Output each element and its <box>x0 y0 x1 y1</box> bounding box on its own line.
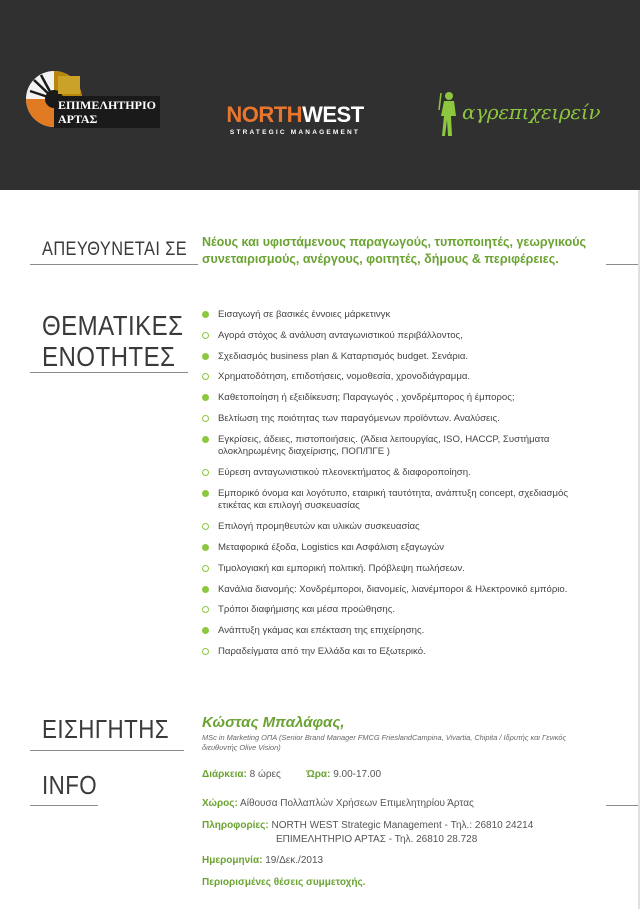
info-divider-right <box>606 805 638 806</box>
topics-title-line1: ΘΕΜΑΤΙΚΕΣ <box>42 310 184 341</box>
topic-item <box>202 604 602 617</box>
topic-text: Εμπορικό όνομα και λογότυπο, εταιρική ταυτότητα, ανάπτυξη concept, σχεδιασμός ετικέτας και επιλογή συσκευασίας <box>218 487 568 512</box>
topic-item <box>202 392 602 405</box>
agrepicheirein-logo <box>436 90 616 138</box>
venue-label: Χώρος: <box>202 798 238 809</box>
info-title: INFO <box>42 770 98 800</box>
topic-item <box>202 521 602 534</box>
date-label: Ημερομηνία: <box>202 855 263 866</box>
topic-text: Παραδείγματα από την Ελλάδα και το Εξωτερικό. <box>218 645 426 657</box>
bullet-icon <box>202 311 209 318</box>
northwest-logo-subtitle: STRATEGIC MANAGEMENT <box>229 129 361 136</box>
speaker-bio: MSc in Marketing ΟΠΑ (Senior Brand Manager FMCG FrieslandCampina, Vivartia, Chipita / Ιδρυτής και Γενικός διευθυντής Olive Vision) <box>202 733 567 752</box>
topic-text: Σχεδιασμός business plan & Καταρτισμός budget. Σενάρια. <box>218 350 469 362</box>
venue-value: Αίθουσα Πολλαπλών Χρήσεων Επιμελητηρίου Άρτας <box>240 798 474 809</box>
addressed-title: ΑΠΕΥΘΥΝΕΤΑΙ ΣΕ <box>42 239 188 260</box>
topic-item <box>202 467 602 480</box>
topic-text: Βελτίωση της ποιότητας των παραγόμενων προϊόντων. Αναλύσεις. <box>218 412 500 424</box>
topic-text: Εγκρίσεις, άδειες, πιστοποιήσεις. (Άδεια λειτουργίας, ISO, HACCP, Συστήματα ολοκληρωμένης διαχείρισης, ΠΟΠ/ΠΓΕ ) <box>218 433 550 458</box>
topic-item <box>202 434 602 459</box>
topics-divider <box>30 372 188 373</box>
hours-label: Ώρα: <box>306 769 331 780</box>
topics-list <box>202 309 602 667</box>
topic-text: Καθετοποίηση ή εξειδίκευση; Παραγωγός , χονδρέμπορος ή έμπορος; <box>218 392 515 404</box>
topic-item <box>202 309 602 322</box>
addressed-divider <box>30 264 198 265</box>
addressed-divider-right <box>606 264 638 265</box>
topic-text: Μεταφορικά έξοδα, Logistics και Ασφάλιση εξαγωγών <box>218 541 445 553</box>
topic-text: Τρόποι διαφήμισης και μέσα προώθησης. <box>218 604 395 616</box>
topic-item <box>202 584 602 597</box>
bullet-icon <box>202 565 209 572</box>
bullet-icon <box>202 648 209 655</box>
topic-item <box>202 646 602 659</box>
bullet-icon <box>202 394 209 401</box>
info-venue-row <box>202 798 474 809</box>
bullet-icon <box>202 490 209 497</box>
chamber-name <box>54 96 160 128</box>
topic-text: Εισαγωγή σε βασικές έννοιες μάρκετινγκ <box>218 309 391 320</box>
topics-title <box>42 310 183 372</box>
bullet-icon <box>202 353 209 360</box>
bullet-icon <box>202 544 209 551</box>
bullet-icon <box>202 627 209 634</box>
bullet-icon <box>202 469 209 476</box>
topic-item <box>202 351 602 364</box>
limited-seats-note: Περιορισμένες θέσεις συμμετοχής. <box>202 877 366 888</box>
info-duration-row <box>202 769 381 780</box>
chamber-name-line1: ΕΠΙΜΕΛΗΤΗΡΙΟ <box>58 98 156 112</box>
bullet-icon <box>202 606 209 613</box>
bullet-icon <box>202 373 209 380</box>
topic-item <box>202 413 602 426</box>
farmer-figure-icon <box>436 90 462 138</box>
contact-label: Πληροφορίες: <box>202 820 269 831</box>
agro-logo-text: αγρεπιχειρείν <box>462 100 601 124</box>
chamber-of-arta-logo <box>24 66 159 132</box>
topic-text: Αγορά στόχος & ανάλυση ανταγωνιστικού περιβάλλοντος, <box>218 329 463 341</box>
speaker-divider <box>30 750 184 751</box>
addressed-text: Νέους και υφιστάμενους παραγωγούς, τυποποιητές, γεωργικούς συνεταιρισμούς, ανέργους, φοιτητές, δήμους & περιφέρειες. <box>202 235 587 266</box>
duration-value: 8 ώρες <box>249 769 281 780</box>
topic-text: Κανάλια διανομής: Χονδρέμποροι, διανομείς, λιανέμποροι & Ηλεκτρονικό εμπόριο. <box>218 583 568 595</box>
info-date-row <box>202 855 323 866</box>
chamber-name-line2: ΑΡΤΑΣ <box>58 112 98 126</box>
bullet-icon <box>202 523 209 530</box>
topic-item <box>202 330 602 343</box>
bullet-icon <box>202 415 209 422</box>
topic-text: Επιλογή προμηθευτών και υλικών συσκευασίας <box>218 521 420 533</box>
topic-item <box>202 563 602 576</box>
bullet-icon <box>202 586 209 593</box>
northwest-logo-north: NORTH <box>226 102 303 127</box>
topics-title-line2: ΕΝΟΤΗΤΕΣ <box>42 341 176 372</box>
date-value: 19/Δεκ./2013 <box>265 855 324 866</box>
topic-item <box>202 625 602 638</box>
hours-value: 9.00-17.00 <box>333 769 382 780</box>
topic-item <box>202 542 602 555</box>
topic-text: Χρηματοδότηση, επιδοτήσεις, νομοθεσία, χρονοδιάγραμμα. <box>218 371 471 383</box>
info-divider <box>30 805 98 806</box>
topic-text: Εύρεση ανταγωνιστικού πλεονεκτήματος & διαφοροποίηση. <box>218 467 471 479</box>
duration-label: Διάρκεια: <box>202 769 247 780</box>
northwest-logo <box>222 104 368 138</box>
topic-text: Τιμολογιακή και εμπορική πολιτική. Πρόβλεψη πωλήσεων. <box>218 562 465 574</box>
header-banner <box>0 0 640 190</box>
speaker-title: ΕΙΣΗΓΗΤΗΣ <box>42 714 170 744</box>
topic-item <box>202 488 602 513</box>
northwest-logo-west: WEST <box>302 102 364 127</box>
topic-item <box>202 371 602 384</box>
bullet-icon <box>202 332 209 339</box>
speaker-name: Κώστας Μπαλάφας, <box>202 714 345 731</box>
contact-line1: NORTH WEST Strategic Management - Τηλ.: 26810 24214 <box>271 820 534 831</box>
bullet-icon <box>202 436 209 443</box>
contact-line2: ΕΠΙΜΕΛΗΤΗΡΙΟ ΑΡΤΑΣ - Τηλ. 26810 28.728 <box>276 834 478 845</box>
topic-text: Ανάπτυξη γκάμας και επέκταση της επιχείρησης. <box>218 625 425 637</box>
info-contact-row <box>202 820 533 831</box>
